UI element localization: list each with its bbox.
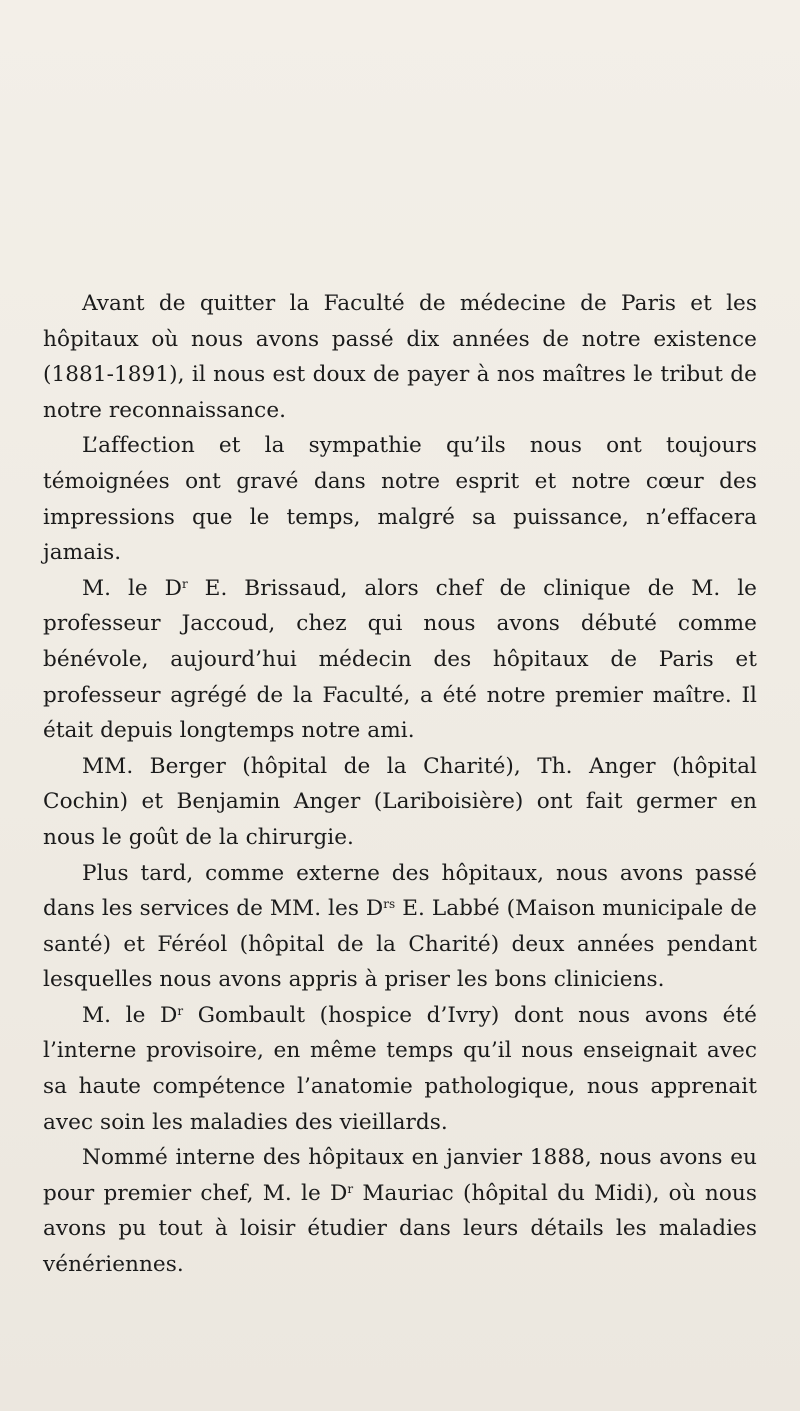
- paragraph-3-superscript: r: [182, 576, 188, 591]
- paragraph-3: [43, 571, 757, 749]
- paragraph-1: [43, 286, 757, 428]
- paragraph-1-text: Avant de quitter la Faculté de médecine de Paris et les hôpitaux où nous avons passé dix années de notre existence (1881-1891), il nous est doux de payer à nos maîtres le tribut de notre reconnaissance.: [43, 291, 757, 423]
- paragraph-2-text: L’affection et la sympathie qu’ils nous ont toujours témoignées ont gravé dans notre esprit et notre cœur des impressions que le temps, malgré sa puissance, n’effacera jamais.: [43, 433, 757, 566]
- paragraph-6-superscript: r: [177, 1003, 184, 1018]
- paragraph-7-text-b: Mauriac (hôpital du Midi), où nous avons pu tout à loisir étudier dans leurs détails les maladies vénériennes.: [43, 1180, 757, 1278]
- paragraph-7-text-a: Nommé interne des hôpitaux en janvier 1888, nous avons eu pour premier chef, M. le D: [43, 1145, 757, 1206]
- paragraph-3-text-a: M. le D: [82, 575, 182, 601]
- paragraph-2: [43, 428, 757, 570]
- paragraph-7-superscript: r: [347, 1181, 354, 1196]
- paragraph-5-text-a: Plus tard, comme externe des hôpitaux, nous avons passé dans les services de MM. les D: [43, 860, 757, 922]
- paragraph-5: [43, 856, 757, 998]
- paragraph-5-superscript: rs: [383, 897, 396, 912]
- paragraph-4: [43, 749, 757, 856]
- paragraph-4-text: MM. Berger (hôpital de la Charité), Th. Anger (hôpital Cochin) et Benjamin Anger (Lariboisière) ont fait germer en nous le goût de la chirurgie.: [43, 753, 757, 850]
- paragraph-6-text-b: Gombault (hospice d’Ivry) dont nous avons été l’interne provisoire, en même temps qu’il nous enseignait avec sa haute compétence l’anatomie pathologique, nous apprenait avec soin les maladies des vieillards.: [43, 1002, 757, 1135]
- body-text: [43, 286, 757, 1283]
- paragraph-7: [43, 1140, 757, 1282]
- paragraph-6: [43, 998, 757, 1140]
- paragraph-5-text-b: E. Labbé (Maison municipale de santé) et Féréol (hôpital de la Charité) deux années pendant lesquelles nous avons appris à priser les bons cliniciens.: [43, 896, 757, 993]
- paragraph-3-text-b: E. Brissaud, alors chef de clinique de M. le professeur Jaccoud, chez qui nous avons débuté comme bénévole, aujourd’hui médecin des hôpitaux de Paris et professeur agrégé de la Faculté, a été notre premier maître. Il était depuis longtemps notre ami.: [43, 575, 757, 744]
- paragraph-6-text-a: M. le D: [82, 1002, 178, 1028]
